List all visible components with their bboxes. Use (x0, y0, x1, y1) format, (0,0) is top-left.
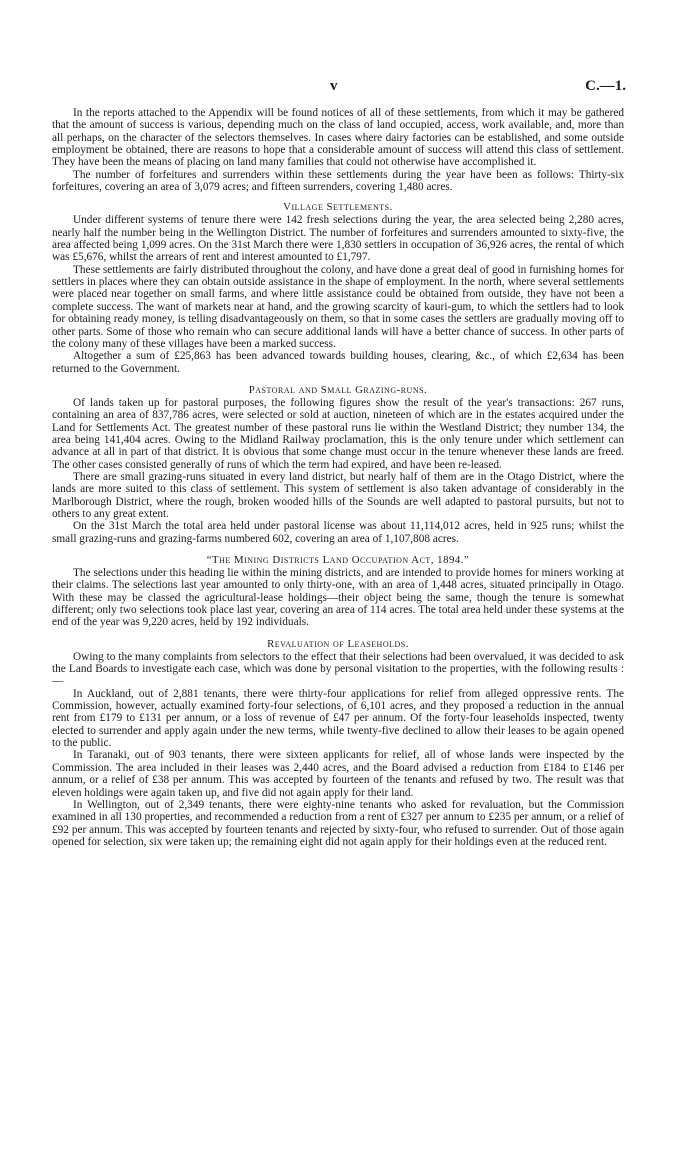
section-revaluation-leaseholds (52, 638, 624, 849)
body-paragraph: The number of forfeitures and surrenders within these settlements during the year have been as follows: Thirty-six forfeitures, covering an area of 3,079 acres; and fifteen surrenders, covering 1,480 acres. (52, 168, 624, 194)
body-paragraph: Owing to the many complaints from selectors to the effect that their selections had been overvalued, it was decided to ask the Land Boards to investigate each case, which was done by personal visitation to the properties, with the following results :— (52, 650, 624, 688)
page-number: v (330, 78, 338, 94)
body-paragraph: Altogether a sum of £25,863 has been advanced towards building houses, clearing, &c., of which £2,634 has been returned to the Government. (52, 350, 624, 375)
section-pastoral-runs (52, 384, 624, 545)
page-header (52, 78, 624, 100)
body-paragraph: There are small grazing-runs situated in every land district, but nearly half of them are in the Otago District, where the lands are more suited to this class of settlement. This system of settlement is also taken advantage of considerably in the Marlborough District, where the rough, broken wooded hills of the Sounds are well adapted to pastoral pursuits, but not to others to any great extent. (52, 470, 624, 520)
section-heading: Pastoral and Small Grazing-runs. (248, 383, 428, 396)
section-village-settlements (52, 201, 624, 374)
body-paragraph: These settlements are fairly distributed throughout the colony, and have done a great deal of good in furnishing homes for settlers in places where they can obtain outside assistance in the shape of employment. In the north, where several settlements were placed near together on small farms, and where little assistance could be obtained from outside, they have not been a complete success. The want of markets near at hand, and the growing scarcity of kauri-gum, to which the settlers had to look for obtaining ready money, is telling disadvantageously on them, so that in some cases the settlers are gradually moving off to other parts. Some of those who remain who can secure additional lands will have a better chance of success. In other parts of the colony many of these villages have been a marked success. (52, 263, 624, 350)
body-paragraph: Of lands taken up for pastoral purposes, the following figures show the result of the year's transactions: 267 runs, containing an area of 837,786 acres, were selected or sold at auction, nineteen of which are in the estates acquired under the Land for Settlements Act. The greatest number of these pastoral runs lie within the Westland District; they number 134, the area being 141,404 acres. Owing to the Midland Railway proclamation, this is the only tenure under which settlement can advance at all in part of that district. It is obvious that some change must occur in the tenure whenever these lands are freed. The other cases consisted generally of runs of which the term had expired, and have been re-leased. (52, 396, 624, 471)
section-heading: Village Settlements. (283, 201, 393, 214)
body-paragraph: The selections under this heading lie within the mining districts, and are intended to provide homes for miners working at their claims. The selections last year amounted to only thirty-one, with an area of 1,448 acres, situated principally in Otago. With these may be classed the agricultural-lease holdings—their object being the same, though the tenure is somewhat different; only two selections took place last year, covering an area of 114 acres. The total area held under these systems at the end of the year was 9,220 acres, held by 192 individuals. (52, 567, 624, 629)
section-mining-districts (52, 554, 624, 629)
body-paragraph: Under different systems of tenure there were 142 fresh selections during the year, the area selected being 2,280 acres, nearly half the number being in the Wellington District. The number of forfeitures and surrenders amounted to sixty-five, the area affected being 1,099 acres. On the 31st March there were 1,830 settlers in occupation of 36,926 acres, the rental of which was £5,676, whilst the arrears of rent and interest amounted to £1,797. (52, 214, 624, 264)
paper-reference: C.—1. (585, 78, 626, 94)
section-heading: Revaluation of Leaseholds. (267, 637, 409, 650)
body-paragraph: In Taranaki, out of 903 tenants, there were sixteen applicants for relief, all of whose lands were inspected by the Commission. The area included in their leases was 2,440 acres, and the Board advised a reduction from £184 to £146 per annum, or a relief of £38 per annum. This was accepted by fourteen of the tenants and refused by two. The result was that eleven holdings were again taken up, and five did not again apply for their land. (52, 749, 624, 799)
document-page (52, 78, 626, 848)
section-settlements-intro (52, 107, 624, 193)
body-paragraph: In Wellington, out of 2,349 tenants, there were eighty-nine tenants who asked for revaluation, but the Commission examined in all 130 properties, and recommended a reduction from a rent of £327 per annum to £235 per annum, or a relief of £92 per annum. This was accepted by fourteen tenants and rejected by sixty-four, who refused to surrender. Out of those again opened for selection, six were taken up; the remaining eight did not again apply for their holdings even at the reduced rent. (52, 798, 624, 848)
body-paragraph: In Auckland, out of 2,881 tenants, there were thirty-four applications for relief from alleged oppressive rents. The Commission, however, actually examined forty-four selections, of 6,101 acres, and they proposed a reduction in the annual rent from £179 to £131 per annum, or a loss of revenue of £47 per annum. Of the forty-four leaseholds inspected, twenty elected to surrender and apply again under the new terms, while twenty-five declined to allow their leases to be again opened to the public. (52, 687, 624, 750)
body-paragraph: On the 31st March the total area held under pastoral license was about 11,114,012 acres, held in 925 runs; whilst the small grazing-runs and grazing-farms numbered 602, covering an area of 1,107,808 acres. (52, 520, 624, 545)
section-heading: “The Mining Districts Land Occupation Act, 1894.” (206, 554, 470, 566)
document-body (52, 107, 624, 848)
body-paragraph: In the reports attached to the Appendix will be found notices of all of these settlements, from which it may be gathered that the amount of success is various, depending much on the class of land occupied, access, work available, and, more than all perhaps, on the character of the selectors themselves. In cases where dairy factories can be established, and some outside employment be obtained, there are reasons to hope that a considerable amount of success will attend this class of settlement. They have been the means of placing on land many families that could not otherwise have accomplished it. (52, 107, 624, 169)
